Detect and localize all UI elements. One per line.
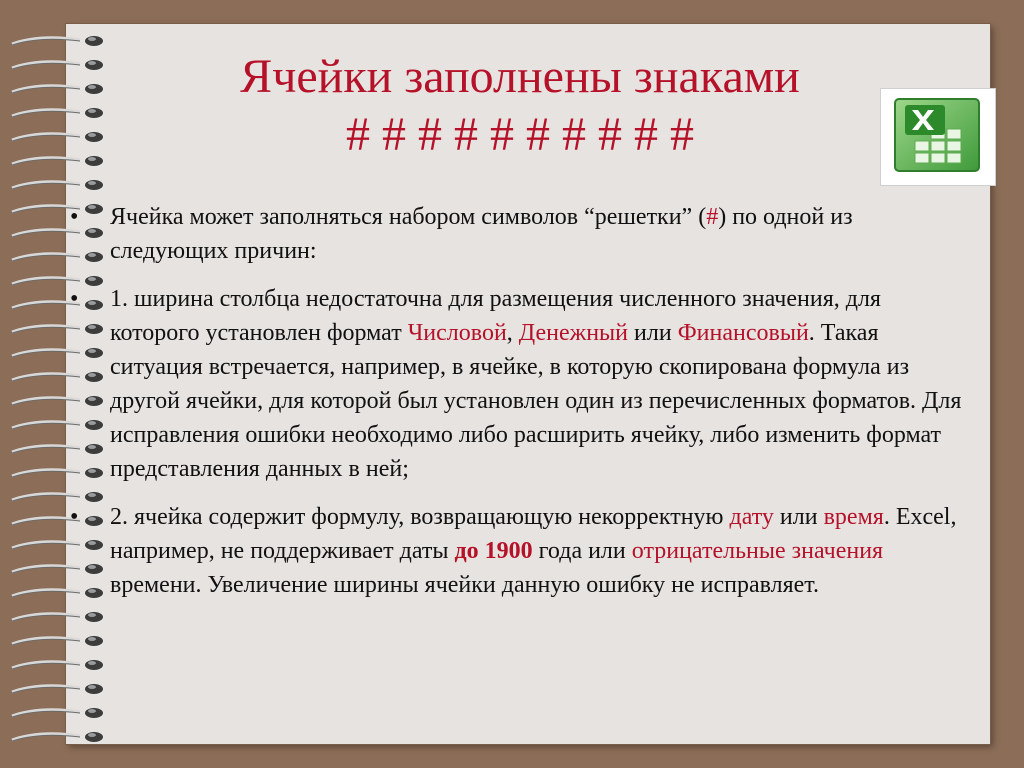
bullet-text: 1. ширина столбца недостаточна для размещения численного значения, для которого установлен формат xyxy=(110,286,881,346)
highlighted-term: Числовой xyxy=(407,320,507,346)
list-item xyxy=(70,500,970,602)
bullet-marker: • xyxy=(70,504,79,530)
list-item xyxy=(70,200,970,268)
highlighted-term: отрицательные значения xyxy=(631,538,884,564)
list-item xyxy=(70,282,970,486)
highlighted-term: # xyxy=(706,204,719,230)
bullet-marker: • xyxy=(70,286,79,312)
spiral-ring xyxy=(10,680,106,698)
spiral-ring xyxy=(10,32,106,50)
bullet-text: года или xyxy=(532,538,632,564)
spiral-ring xyxy=(10,656,106,674)
spiral-ring xyxy=(10,632,106,650)
spiral-ring xyxy=(10,704,106,722)
bullet-text: , xyxy=(506,320,519,346)
bullet-text: 2. ячейка содержит формулу, возвращающую некорректную xyxy=(110,504,730,530)
bullet-text: ) по одной из следующих причин: xyxy=(110,204,853,264)
spiral-ring xyxy=(10,176,106,194)
spiral-ring xyxy=(10,104,106,122)
spiral-ring xyxy=(10,728,106,746)
bullet-marker: • xyxy=(70,204,79,230)
highlighted-term: Финансовый xyxy=(677,320,809,346)
title-line-2: # # # # # # # # # # xyxy=(346,108,694,161)
highlighted-term: время xyxy=(823,504,884,530)
slide-title xyxy=(120,48,920,164)
bullet-text: Ячейка может заполняться набором символов “решетки” ( xyxy=(110,204,707,230)
title-line-1: Ячейки заполнены знаками xyxy=(240,50,800,103)
bullet-text: или xyxy=(628,320,678,346)
spiral-ring xyxy=(10,56,106,74)
bullet-text: времени. Увеличение ширины ячейки данную ошибку не исправляет. xyxy=(110,572,819,598)
spiral-ring xyxy=(10,152,106,170)
bullet-text: . Excel, например, не поддерживает даты xyxy=(110,504,957,564)
bullet-list xyxy=(70,200,970,616)
excel-icon xyxy=(880,88,996,186)
bullet-text: . Такая ситуация встречается, например, в ячейке, в которую скопирована формула из другой ячейки, для которой был установлен один из перечисленных форматов. Для исправления ошибки необходимо либо расширить ячейку, либо изменить формат представления данных в ней; xyxy=(110,320,962,482)
spiral-ring xyxy=(10,128,106,146)
highlighted-term: Денежный xyxy=(518,320,629,346)
spiral-ring xyxy=(10,80,106,98)
highlighted-term: дату xyxy=(729,504,774,530)
highlighted-term: до 1900 xyxy=(454,538,533,564)
bullet-text: или xyxy=(773,504,824,530)
